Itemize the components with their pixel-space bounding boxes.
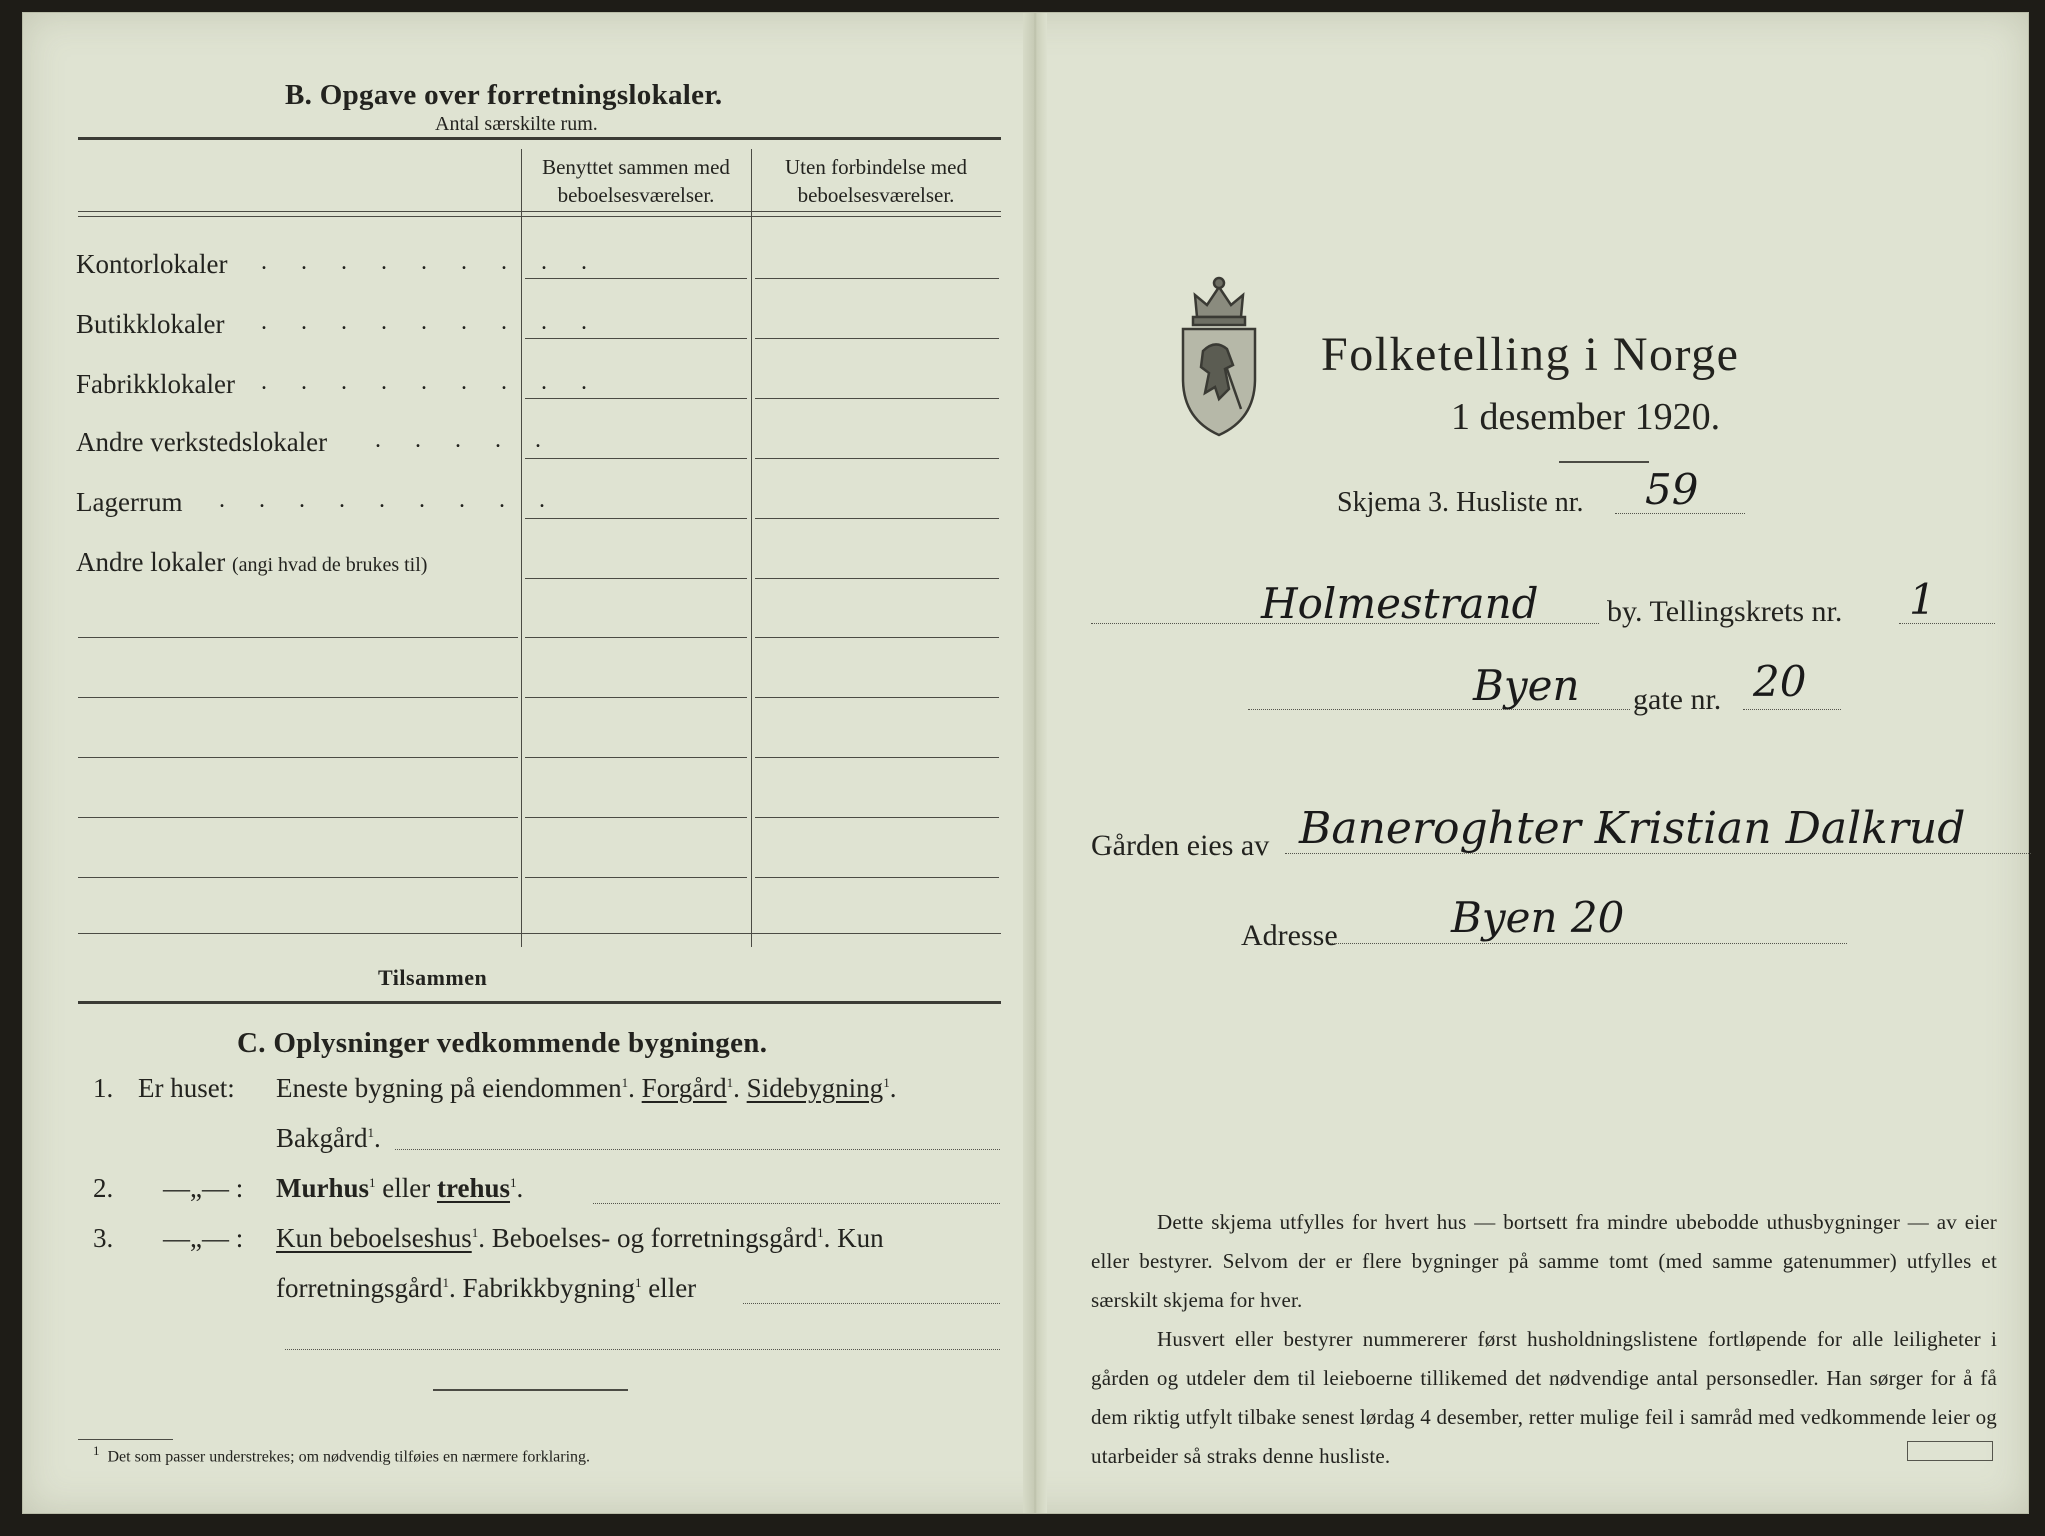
col-divider-2 — [751, 149, 752, 947]
row-dots: . . . . . . . . . — [219, 487, 559, 513]
town-name: Holmestrand — [1261, 579, 1539, 628]
blank-line — [78, 817, 518, 818]
cell-rule — [755, 578, 999, 579]
instructions-paragraph-2: Husvert eller bestyrer nummererer først husholdningslistene fortløpende for alle leiligheter i gården og utdeler dem til leieboerne tillikemed det nødvendige antal personsedler. Han sørger for å få dem riktig utfylt tilbake senest lørdag 4 desember, retter mulige feil i samråd med vedkommende leier og utarbeider så straks denne husliste. — [1091, 1327, 1997, 1468]
header-rule — [78, 211, 1001, 212]
tellingskrets-line — [1899, 623, 1995, 624]
question-2: 2. —„— : Murhus$^1$ eller trehus$^1$. — [93, 1173, 524, 1203]
cell-rule — [755, 338, 999, 339]
norwegian-coat-of-arms-icon — [1175, 269, 1263, 442]
form-title: Folketelling i Norge — [1321, 328, 1740, 381]
question-1: 1. Er huset: Eneste bygning på eiendommen$^1$. Forgård$^1$. Sidebygning$^1$. — [93, 1073, 897, 1103]
address-label: Adresse — [1241, 919, 1338, 952]
table-top-rule — [78, 137, 1001, 140]
cell-rule — [525, 278, 747, 279]
section-c-title: C. Oplysninger vedkommende bygningen. — [237, 1027, 768, 1059]
section-end-rule — [433, 1389, 628, 1391]
printer-stamp-icon — [1907, 1441, 1993, 1461]
cell-rule — [525, 518, 747, 519]
cell-rule — [525, 458, 747, 459]
row-label-lagerrum: Lagerrum — [76, 487, 183, 517]
footnote-rule — [78, 1439, 173, 1440]
instructions-paragraph-1: Dette skjema utfylles for hvert hus — bortsett fra mindre ubebodde uthusbygninger — av eier eller bestyrer. Selvom der er flere bygninger på samme tomt (med samme gatenummer) utfylles et særskilt skjema for hver. — [1091, 1210, 1997, 1312]
cell-rule — [755, 637, 999, 638]
fill-line — [285, 1349, 1000, 1350]
row-label-andre-lokaler: Andre lokaler (angi hvad de brukes til) — [76, 547, 428, 577]
owner-line — [1285, 853, 2031, 854]
row-dots: . . . . . . . . . — [261, 369, 601, 395]
street-line — [1248, 709, 1630, 710]
cell-rule — [755, 877, 999, 878]
address-value: Byen 20 — [1451, 893, 1625, 942]
title-rule — [1559, 461, 1649, 463]
blank-line — [78, 697, 518, 698]
fill-line — [395, 1149, 1000, 1150]
address-line — [1329, 943, 1847, 944]
owner-name: Baneroghter Kristian Dalkrud — [1299, 803, 1966, 854]
row-label-butikklokaler: Butikklokaler — [76, 309, 225, 339]
question-3: 3. —„— : Kun beboelseshus$^1$. Beboelses- og forretningsgård$^1$. Kun — [93, 1223, 884, 1253]
section-b-subtitle: Antal særskilte rum. — [435, 113, 598, 135]
skjema-label: Skjema 3. Husliste nr. — [1337, 487, 1584, 518]
total-top-rule — [78, 933, 1001, 934]
row-label-fabrikklokaler: Fabrikklokaler — [76, 369, 235, 399]
blank-line — [78, 637, 518, 638]
tellingskrets-nr-value: 1 — [1909, 575, 1936, 624]
footnote: $^1$ Det som passer understrekes; om nødvendig tilføies en nærmere forklaring. — [93, 1443, 591, 1466]
section-b-title: B. Opgave over forretningslokaler. — [285, 79, 723, 111]
fill-line — [743, 1303, 1000, 1304]
husliste-nr-line — [1615, 513, 1745, 514]
question-1-cont: Bakgård$^1$. — [276, 1123, 381, 1153]
gate-nr-line — [1743, 709, 1841, 710]
row-dots: . . . . . . . . . — [261, 309, 601, 335]
owner-label: Gården eies av — [1091, 829, 1270, 862]
cell-rule — [755, 518, 999, 519]
col-header-without-dwelling: Uten forbindelse med beboelsesværelser. — [785, 155, 967, 207]
gate-nr-value: 20 — [1753, 657, 1807, 706]
col-header-with-dwelling: Benyttet sammen med beboelsesværelser. — [542, 155, 730, 207]
husliste-nr-value: 59 — [1645, 465, 1699, 514]
cell-rule — [755, 697, 999, 698]
gate-nr-label: gate nr. — [1633, 683, 1722, 716]
by-tellingskrets-label: by. Tellingskrets nr. — [1607, 595, 1843, 628]
fill-line — [593, 1203, 1000, 1204]
row-label-kontorlokaler: Kontorlokaler — [76, 249, 228, 279]
street-name: Byen — [1473, 661, 1580, 710]
cell-rule — [525, 578, 747, 579]
census-date: 1 desember 1920. — [1451, 396, 1721, 438]
table-bottom-rule — [78, 1001, 1001, 1004]
center-fold — [1023, 13, 1047, 1513]
header-rule-2 — [78, 216, 1001, 217]
cell-rule — [755, 278, 999, 279]
cell-rule — [525, 697, 747, 698]
cell-rule — [755, 757, 999, 758]
cell-rule — [755, 458, 999, 459]
cell-rule — [755, 817, 999, 818]
cell-rule — [525, 637, 747, 638]
town-line — [1091, 623, 1599, 624]
total-label: Tilsammen — [378, 965, 488, 990]
cell-rule — [525, 398, 747, 399]
blank-line — [78, 757, 518, 758]
row-dots: . . . . . — [375, 427, 555, 453]
row-label-andre-verkstedslokaler: Andre verkstedslokaler — [76, 427, 328, 457]
cell-rule — [525, 817, 747, 818]
cell-rule — [525, 338, 747, 339]
blank-line — [78, 877, 518, 878]
cell-rule — [525, 877, 747, 878]
cell-rule — [525, 757, 747, 758]
question-3-cont: forretningsgård$^1$. Fabrikkbygning$^1$ eller — [276, 1273, 697, 1303]
census-form-sheet — [22, 12, 2029, 1514]
cell-rule — [755, 398, 999, 399]
row-dots: . . . . . . . . . — [261, 249, 601, 275]
